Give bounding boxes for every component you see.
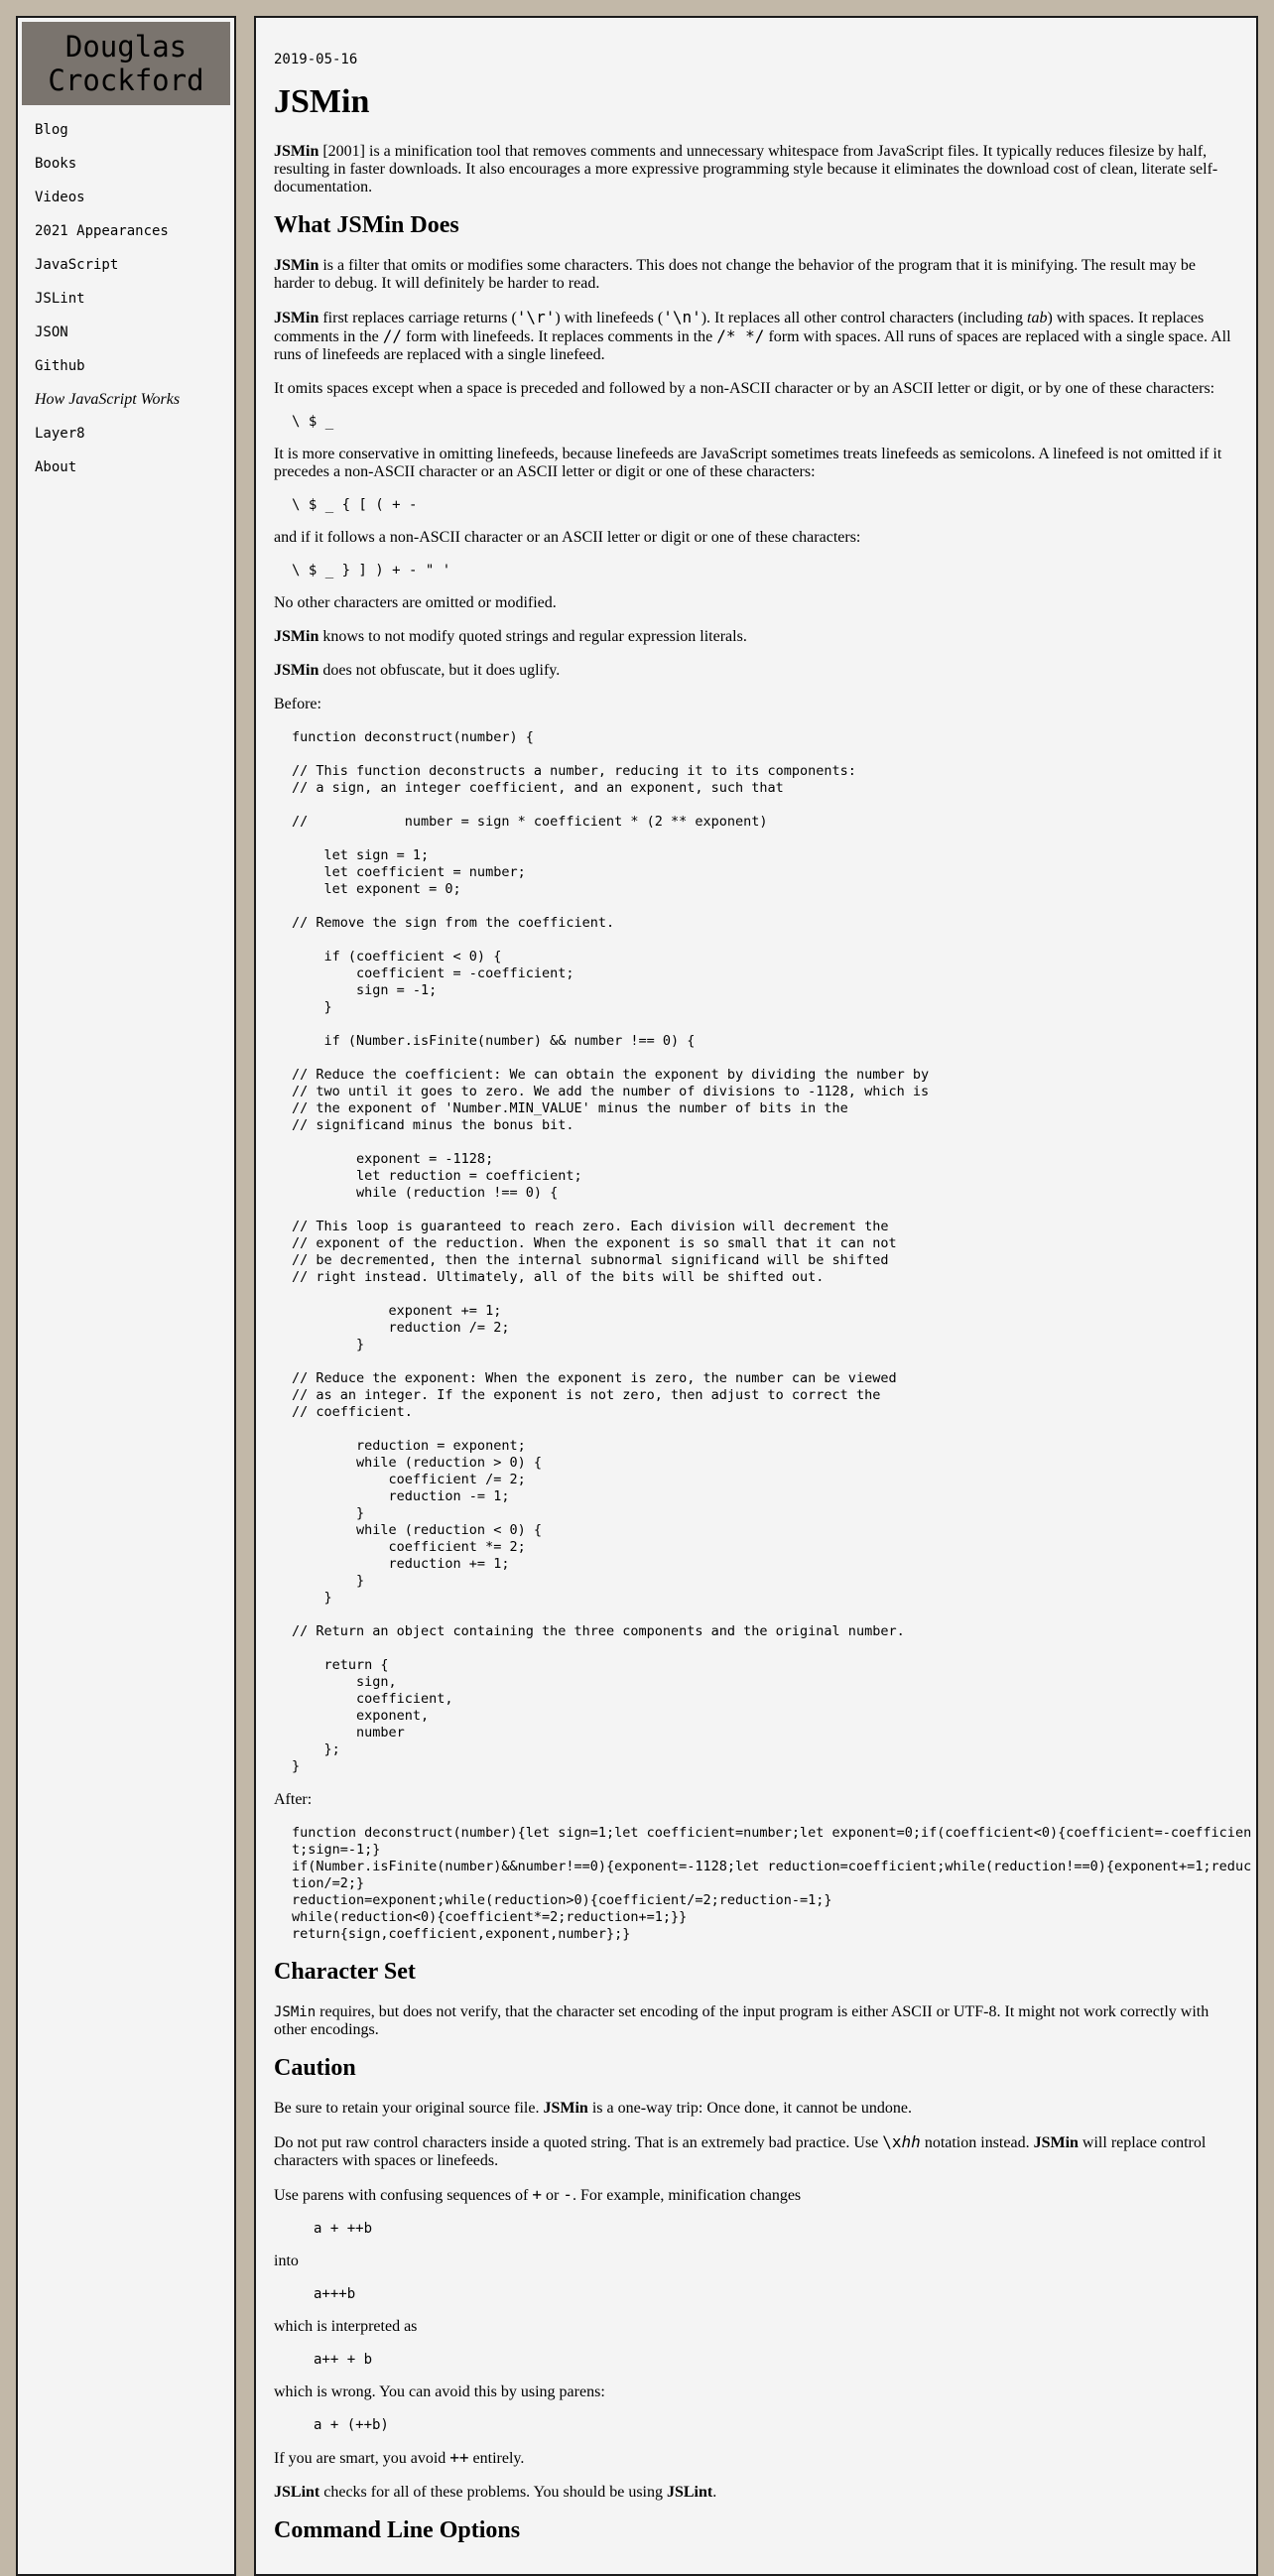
paragraph-text: knows to not modify quoted strings and regular expression literals.: [318, 628, 747, 645]
sidebar-item-videos[interactable]: Videos: [35, 190, 85, 205]
inline-code: //: [382, 326, 403, 345]
inline-code: '\r': [516, 308, 556, 326]
paragraph-text: Use parens with confusing sequences of: [274, 2187, 533, 2204]
intro-text: [2001] is a minification tool that removes comments and unnecessary whitespace from JavaScript files. It typically reduces filesize by half, resulting in faster downloads. It also encourages a more expressive programming style because it eliminates the download cost of clean, literate self-documentation.: [274, 143, 1218, 195]
paragraph: It is more conservative in omitting linefeeds, because linefeeds are JavaScript sometimes treats linefeeds as semicolons. A linefeed is not omitted if it precedes a non-ASCII character or an ASCII letter or digit or one of these characters:: [274, 446, 1222, 480]
inline-code: \x: [882, 2132, 902, 2151]
code-example: a + (++b): [314, 2417, 389, 2433]
jsmin-name: JSMin: [274, 143, 319, 160]
paragraph: into: [274, 2253, 299, 2269]
jsmin-name: JSMin: [543, 2100, 588, 2117]
paragraph-text: ). It replaces all other control characters (including: [701, 310, 1028, 326]
paragraph-text: entirely.: [468, 2450, 525, 2467]
character-list: \ $ _ } ] ) + - " ': [292, 563, 451, 579]
after-label: After:: [274, 1791, 313, 1808]
sidebar-item-appearances[interactable]: 2021 Appearances: [35, 223, 169, 239]
paragraph-text: form with spaces. All runs of spaces are replaced with a single space. All runs of linefeeds are replaced with a single linefeed.: [274, 328, 1231, 363]
inline-code: /* */: [716, 326, 765, 345]
brand-last-name: Crockford: [48, 64, 204, 97]
paragraph-text: requires, but does not verify, that the character set encoding of the input program is either ASCII or UTF-8. It might not work correctly with other encodings.: [274, 2003, 1210, 2038]
paragraph-text: first replaces carriage returns (: [318, 310, 517, 326]
paragraph: [274, 628, 1238, 646]
paragraph-text: Be sure to retain your original source file.: [274, 2100, 544, 2117]
paragraph-text: .: [712, 2484, 717, 2501]
section-heading-caution: Caution: [274, 2055, 356, 2081]
paragraph-text: ) with linefeeds (: [555, 310, 664, 326]
inline-code: '\n': [663, 308, 701, 326]
character-list: \ $ _: [292, 414, 334, 430]
section-heading-command-line: Command Line Options: [274, 2517, 521, 2543]
code-example: a++ + b: [314, 2352, 373, 2368]
code-block-after[interactable]: function deconstruct(number){let sign=1;let coefficient=number;let exponent=0;if(coefficient<0){coefficient=-coefficient;sign=-1;} if(Number.isFinite(number)&&number!==0){exponent=-1128;let reduction=coefficient;while(reduction!==0){exponent+=1;reduction/=2;} reduction=exponent;while(reduction>0){coefficient/=2;reduction-=1;} while(reduction<0){coefficient*=2;reduction+=1;}} return{sign,coefficient,exponent,number};}: [292, 1825, 1252, 1942]
sidebar-item-about[interactable]: About: [35, 459, 77, 475]
jslint-link[interactable]: JSLint: [274, 2484, 320, 2501]
paragraph: which is wrong. You can avoid this by using parens:: [274, 2383, 605, 2400]
sidebar: [16, 16, 236, 2576]
paragraph-text: does not obfuscate, but it does uglify.: [318, 662, 561, 679]
paragraph: [274, 2003, 1238, 2039]
inline-code: ++: [449, 2448, 469, 2467]
paragraph-text: notation instead.: [920, 2134, 1034, 2151]
paragraph: It omits spaces except when a space is preceded and followed by a non-ASCII character or by an ASCII letter or digit, or by one of these characters:: [274, 380, 1215, 397]
sidebar-item-github[interactable]: Github: [35, 358, 85, 374]
page-title: JSMin: [274, 83, 370, 120]
jsmin-name: JSMin: [274, 257, 319, 274]
section-heading-what: What JSMin Does: [274, 212, 459, 238]
paragraph-text: checks for all of these problems. You should be using: [319, 2484, 667, 2501]
paragraph: [274, 2449, 1238, 2468]
jslint-link[interactable]: JSLint: [666, 2484, 713, 2501]
paragraph-text: Do not put raw control characters inside a quoted string. That is an extremely bad practice. Use: [274, 2134, 883, 2151]
paragraph-text: . For example, minification changes: [572, 2187, 802, 2204]
jsmin-name: JSMin: [274, 628, 319, 645]
paragraph: [274, 2484, 1238, 2502]
paragraph-text: is a filter that omits or modifies some characters. This does not change the behavior of the program that it is minifying. The result may be harder to debug. It will definitely be harder to read.: [274, 257, 1196, 292]
code-example: a+++b: [314, 2286, 356, 2302]
section-heading-charset: Character Set: [274, 1959, 416, 1985]
sidebar-item-layer8[interactable]: Layer8: [35, 426, 85, 442]
paragraph: [274, 2100, 1238, 2118]
inline-code: hh: [901, 2132, 921, 2151]
inline-code: +: [532, 2185, 543, 2204]
tab-term: tab: [1027, 310, 1048, 326]
jsmin-name: JSMin: [274, 662, 319, 679]
paragraph-text: is a one-way trip: Once done, it cannot be undone.: [587, 2100, 912, 2117]
sidebar-nav: [18, 119, 234, 490]
paragraph-text: ) with spaces. It replaces comments in the: [274, 310, 1205, 345]
code-example: a + ++b: [314, 2221, 373, 2237]
sidebar-item-json[interactable]: JSON: [35, 324, 68, 340]
inline-code: -: [563, 2185, 573, 2204]
paragraph-text: If you are smart, you avoid: [274, 2450, 450, 2467]
paragraph: [274, 662, 1238, 680]
site-logo[interactable]: [22, 22, 230, 105]
jsmin-name: JSMin: [274, 2004, 317, 2020]
paragraph: [274, 257, 1238, 293]
paragraph: and if it follows a non-ASCII character or an ASCII letter or digit or one of these characters:: [274, 529, 861, 546]
code-block-before[interactable]: function deconstruct(number) { // This function deconstructs a number, reducing it to its components: // a sign, an integer coefficient, and an exponent, such that // number = sign * coefficient * (2 ** exponent) let sign = 1; let coefficient = number; let exponent = 0; // Remove the sign from the coefficient. if (coefficient < 0) { coefficient = -coefficient; sign = -1; } if (Number.isFinite(number) && number !== 0) { // Reduce the coefficient: We can obtain the exponent by dividing the number by // two until it goes to zero. We add the number of divisions to -1128, which is // the exponent of 'Number.MIN_VALUE' minus the number of bits in the // significand minus the bonus bit. exponent = -1128; let reduction = coefficient; while (reduction !== 0) { // This loop is guaranteed to reach zero. Each division will decrement the // exponent of the reduction. When the exponent is so small that it can not // be decremented, then the internal subnormal significand will be shifted // right instead. Ultimately, all of the bits will be shifted out. exponent += 1; reduction /= 2; } // Reduce the exponent: When the exponent is zero, the number can be viewed // as an integer. If the exponent is not zero, then adjust to correct the // coefficient. reduction = exponent; while (reduction > 0) { coefficient /= 2; reduction -= 1; } while (reduction < 0) { coefficient *= 2; reduction += 1; } } // Return an object containing the three components and the original number. return { sign, coefficient, exponent, number }; }: [292, 729, 930, 1774]
before-label: Before:: [274, 696, 321, 712]
paragraph-text: will replace control characters with spaces or linefeeds.: [274, 2134, 1207, 2169]
paragraph-text: form with linefeeds. It replaces comments in the: [402, 328, 717, 345]
paragraph: which is interpreted as: [274, 2318, 418, 2335]
paragraph: [274, 309, 1238, 364]
paragraph: [274, 2133, 1238, 2170]
jsmin-name: JSMin: [274, 310, 319, 326]
jsmin-name: JSMin: [1033, 2134, 1079, 2151]
intro-paragraph: [274, 143, 1238, 196]
sidebar-item-how-javascript-works[interactable]: How JavaScript Works: [35, 391, 181, 408]
paragraph: No other characters are omitted or modified.: [274, 594, 557, 611]
sidebar-item-jslint[interactable]: JSLint: [35, 291, 85, 307]
paragraph: [274, 2186, 1238, 2205]
sidebar-item-javascript[interactable]: JavaScript: [35, 257, 119, 273]
brand-first-name: Douglas: [64, 30, 188, 64]
post-date: 2019-05-16: [274, 52, 358, 67]
paragraph-text: or: [542, 2187, 564, 2204]
sidebar-item-books[interactable]: Books: [35, 156, 77, 172]
sidebar-item-blog[interactable]: Blog: [35, 122, 68, 138]
main-content: [254, 16, 1258, 2576]
character-list: \ $ _ { [ ( + -: [292, 497, 418, 513]
